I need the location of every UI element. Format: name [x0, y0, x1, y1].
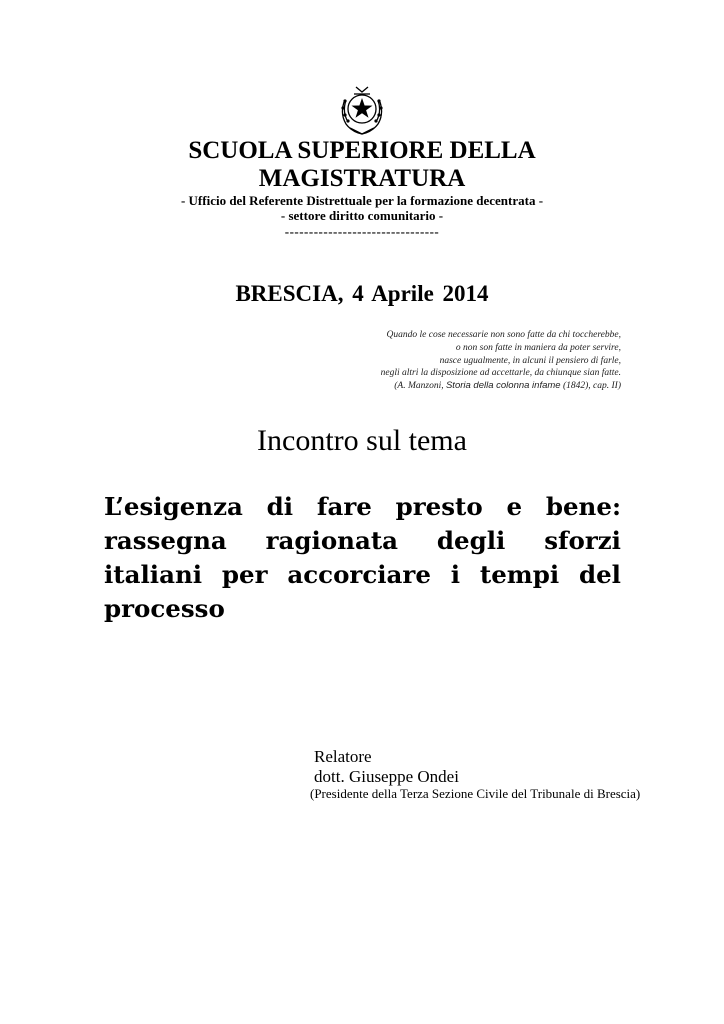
quote-line: Quando le cose necessarie non sono fatte da chi toccherebbe,: [386, 330, 621, 340]
sector-subtitle: - settore diritto comunitario -: [280, 208, 444, 223]
quote-citation: [381, 380, 621, 393]
citation-details: (1842), cap. II): [562, 381, 621, 392]
place-date: BRESCIA, 4 Aprile 2014: [235, 281, 489, 306]
organization-name-line2: MAGISTRATURA: [258, 165, 466, 192]
epigraph-quote: [381, 329, 621, 393]
meeting-intro: Incontro sul tema: [257, 424, 467, 457]
italian-republic-emblem-icon: [336, 84, 388, 138]
quote-line: nasce ugualmente, in alcuni il pensiero di farle,: [439, 355, 621, 366]
quote-line: o non son fatte in maniera da poter servire,: [455, 342, 621, 353]
citation-author: (A. Manzoni,: [394, 381, 444, 392]
speaker-name: dott. Giuseppe Ondei: [314, 767, 459, 786]
citation-work: Storia della colonna infame: [445, 380, 561, 392]
speaker-label: Relatore: [314, 747, 372, 766]
quote-line: negli altri la disposizione ad accettarle, da chiunque sian fatte.: [380, 368, 621, 379]
header-separator: --------------------------------: [284, 224, 440, 239]
office-subtitle: - Ufficio del Referente Distrettuale per la formazione decentrata -: [180, 193, 544, 208]
speaker-role: (Presidente della Terza Sezione Civile del Tribunale di Brescia): [310, 786, 641, 801]
talk-title: L’esigenza di fare presto e bene: rassegna ragionata degli sforzi italiani per accorciare i tempi del processo: [104, 492, 621, 623]
organization-name-line1: SCUOLA SUPERIORE DELLA: [188, 137, 536, 164]
